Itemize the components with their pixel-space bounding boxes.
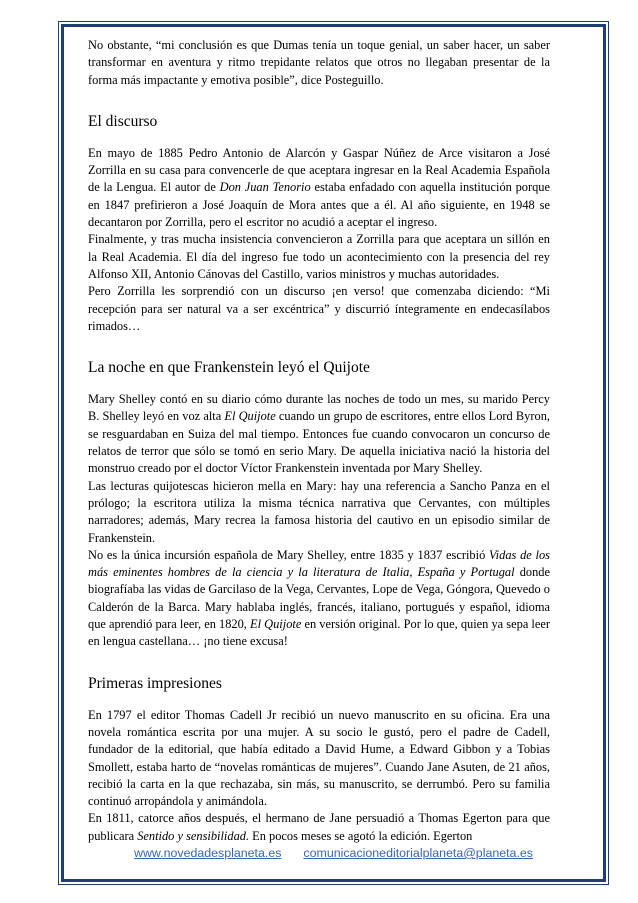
footer-website-link[interactable]: www.novedadesplaneta.es [134, 846, 282, 860]
section-heading-frankenstein: La noche en que Frankenstein leyó el Quijote [88, 359, 370, 377]
frankenstein-paragraph-1: Mary Shelley contó en su diario cómo durante las noches de todo un mes, su marido Percy B. Shelley leyó en voz alta El Quijote cuando un grupo de escritores, entre ellos Lord Byron, se resguardaban en Suiza del mal tiempo. Entonces fue cuando convocaron un concurso de relatos de terror que sólo se tomó en serio Mary. De aquella iniciativa nació la historia del monstruo creado por el doctor Víctor Frankenstein inventada por Mary Shelley. [88, 392, 550, 476]
section-heading-discurso: El discurso [88, 112, 158, 130]
discurso-paragraph-2: Finalmente, y tras mucha insistencia convencieron a Zorrilla para que aceptara un sillón en la Real Academia. El día del ingreso fue todo un acontecimiento con la presencia del rey Alfonso XII, Antonio Cánovas del Castillo, varios ministros y muchas autoridades. [88, 232, 550, 281]
discurso-paragraph-1: En mayo de 1885 Pedro Antonio de Alarcón y Gaspar Núñez de Arce visitaron a José Zorrilla en su casa para convencerle de que aceptara ingresar en la Real Academia Española de la Lengua. El autor de Don Juan Tenorio estaba enfadado con aquella institución porque en 1847 prefirieron a José Joaquín de Mora antes que a él. Al año siguiente, en 1948 se decantaron por Zorrilla, pero el escritor no acudió a aceptar el ingreso. [88, 145, 551, 230]
section-heading-impresiones: Primeras impresiones [88, 674, 222, 692]
footer-email-link[interactable]: comunicacioneditorialplaneta@planeta.es [303, 846, 533, 860]
document-body [88, 37, 550, 845]
intro-paragraph: No obstante, “mi conclusión es que Dumas tenía un toque genial, un saber hacer, un saber transformar en aventura y ritmo trepidante relatos que otros no llegaban presentar de la forma más impactante y emotiva posible”, dice Posteguillo. [88, 38, 550, 87]
page-footer [58, 846, 609, 860]
impresiones-paragraph-1: En 1797 el editor Thomas Cadell Jr recibió un nuevo manuscrito en su oficina. Era una novela romántica escrita por una mujer. A su socio le gustó, pero el padre de Cadell, fundador de la editorial, que había editado a David Hume, a Edward Gibbon y a Tobias Smollett, estaba harto de “novelas románticas de mujeres”. Cuando Jane Asuten, de 21 años, recibió la carta en la que rechazaba, sin más, su manuscrito, se derrumbó. Pero su familia continuó arropándola y animándola. [88, 707, 550, 809]
discurso-paragraph-3: Pero Zorrilla les sorprendió con un discurso ¡en verso! que comenzaba diciendo: “Mi recepción para ser natural va a ser excéntrica” y discurrió íntegramente en endecasílabos rimados… [88, 284, 550, 333]
frankenstein-paragraph-3: No es la única incursión española de Mary Shelley, entre 1835 y 1837 escribió Vidas de los más eminentes hombres de la ciencia y la literatura de Italia, España y Portugal donde biografíaba las vidas de Garcilaso de la Vega, Cervantes, Lope de Vega, Góngora, Quevedo o Calderón de la Barca. Mary hablaba inglés, francés, italiano, portugués y español, idioma que aprendió para leer, en 1820, El Quijote en versión original. Por lo que, quien ya sepa leer en lengua castellana… ¡no tiene excusa! [88, 547, 551, 649]
impresiones-paragraph-2: En 1811, catorce años después, el hermano de Jane persuadió a Thomas Egerton para que publicara Sentido y sensibilidad. En pocos meses se agotó la edición. Egerton [88, 811, 550, 843]
frankenstein-paragraph-2: Las lecturas quijotescas hicieron mella en Mary: hay una referencia a Sancho Panza en el prólogo; la escritora utiliza la misma técnica narrativa que Cervantes, con múltiples narradores; además, Mary recrea la famosa historia del cautivo en un episodio similar de Frankenstein. [88, 478, 550, 545]
